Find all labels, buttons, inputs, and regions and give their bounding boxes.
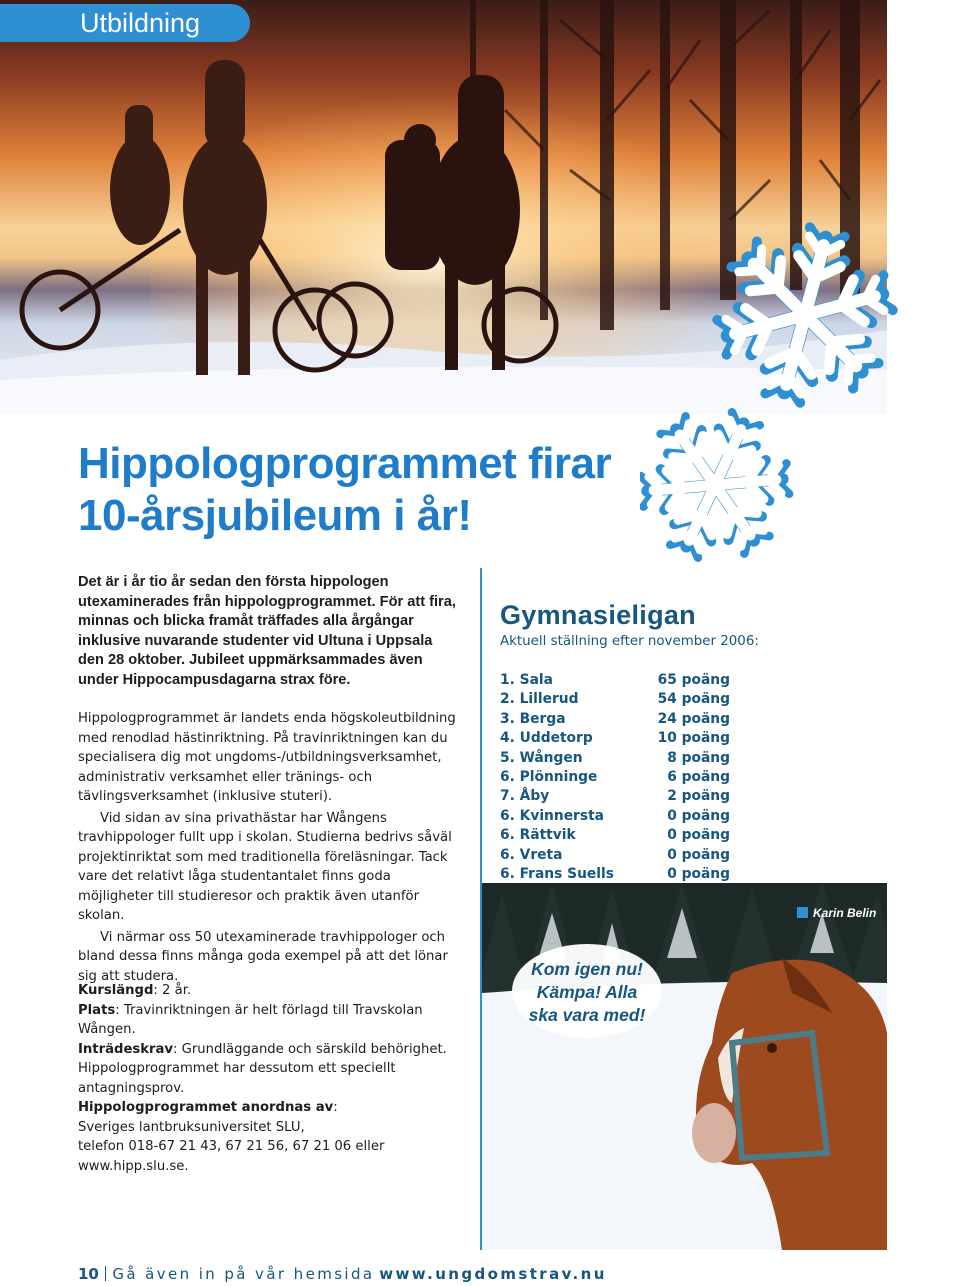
headline: Hippologprogrammet firar 10-årsjubileum i år! (78, 439, 612, 540)
standings-row (500, 787, 740, 806)
body-paragraph: Hippologprogrammet är landets enda högskoleutbildning med renodlad hästinriktning. På travinriktningen kan du specialisera dig mot ungdoms-/utbildningsverksamhet, administrativ verksamhet eller tränings- och tävlingsverksamhet (inklusive stuteri). (78, 711, 456, 804)
place-row (78, 1001, 478, 1040)
lead-paragraph: Det är i år tio år sedan den första hippologen utexaminerades från hippologprogrammet. För att fira, minnas och blicka framåt träffades alla årgångar inklusive nuvarande studenter vid Ultuna i Uppsala den 28 oktober. Jubileet uppmärksammades även under Hippocampusdagarna strax före. (78, 574, 456, 688)
course-length-value: : 2 år. (153, 983, 192, 998)
body-paragraph: Vid sidan av sina privathästar har Wångens travhippologer fullt upp i skolan. Studierna bedrivs såväl projektinriktat som med traditionella föreläsningar. Tack vare det relativt låga studentantalet finns goda möjligheter till studieresor och praktik även utanför skolan. (78, 810, 452, 923)
winter-scene-illustration (482, 883, 887, 1250)
league-title: Gymnasieligan (500, 600, 696, 630)
team-name: 6. Kvinnersta (500, 807, 604, 824)
organizer-value: : (333, 1100, 338, 1115)
team-name: 6. Rättvik (500, 827, 576, 844)
organizer-row (78, 1098, 478, 1118)
page-footer (78, 1262, 607, 1286)
team-points: 24 poäng (657, 710, 730, 727)
bubble-line: Kom igen nu! (531, 959, 643, 979)
team-points: 54 poäng (657, 691, 730, 708)
course-length-label: Kurslängd (78, 983, 154, 998)
photo-credit-name: Karin Belin (813, 906, 877, 920)
team-name: 1. Sala (500, 672, 553, 688)
team-name: 7. Åby (500, 788, 550, 805)
standings-row (500, 710, 740, 729)
course-length-row (78, 981, 478, 1001)
team-points: 10 poäng (657, 730, 730, 747)
standings-row (500, 729, 740, 748)
organizer-label: Hippologprogrammet anordnas av (78, 1100, 334, 1115)
standings-row (500, 826, 740, 845)
standings-row (500, 690, 740, 709)
body-paragraph: Vi närmar oss 50 utexaminerade travhippologer och bland dessa finns många goda exempel på att det lönar sig att studera. (78, 929, 448, 984)
footer-url-link[interactable]: www.ungdomstrav.nu (379, 1265, 607, 1283)
page-number: 10 (78, 1265, 99, 1283)
organizer-name: Sveriges lantbruksuniversitet SLU, (78, 1119, 305, 1135)
team-name: 4. Uddetorp (500, 730, 593, 747)
place-label: Plats (78, 1002, 116, 1018)
website-link[interactable]: www.hipp.slu.se. (78, 1158, 189, 1174)
place-value: : Travinriktningen är helt förlagd till Travskolan Wången. (78, 1002, 423, 1037)
team-points: 8 poäng (667, 749, 730, 766)
standings-row (500, 671, 740, 690)
team-points: 0 poäng (667, 827, 730, 844)
phone-numbers: telefon 018-67 21 43, 67 21 56, 67 21 06 eller (78, 1139, 385, 1154)
bubble-line: ska vara med! (528, 1005, 646, 1025)
bubble-line: Kämpa! Alla (536, 982, 638, 1002)
snowflake-small-icon (640, 388, 813, 575)
team-name: 6. Plönninge (500, 768, 598, 785)
footer-text: Gå även in på vår hemsida (112, 1265, 375, 1283)
league-subtitle: Aktuell ställning efter november 2006: (500, 634, 759, 649)
team-name: 2. Lillerud (500, 691, 579, 708)
section-tab: Utbildning (0, 4, 250, 42)
standings-row (500, 846, 740, 865)
team-name: 3. Berga (500, 710, 566, 727)
team-points: 0 poäng (667, 807, 730, 824)
team-points: 0 poäng (667, 865, 730, 882)
standings-row (500, 807, 740, 826)
article-body (78, 709, 468, 988)
team-points: 65 poäng (657, 672, 730, 688)
admission-extra: Hippologprogrammet har dessutom ett speciellt antagningsprov. (78, 1061, 396, 1096)
winter-horse-photo (482, 883, 887, 1250)
snowflake-decoration (640, 205, 940, 575)
admission-value: : Grundläggande och särskild behörighet. (173, 1041, 447, 1057)
standings-row (500, 865, 740, 884)
team-points: 0 poäng (667, 846, 730, 863)
team-name: 5. Wången (500, 749, 583, 766)
photo-credit (797, 906, 876, 920)
standings-list (500, 671, 740, 884)
credit-square-icon (797, 907, 808, 918)
team-points: 2 poäng (667, 788, 730, 805)
admission-label: Inträdeskrav (78, 1041, 174, 1057)
snowflake-large-icon (699, 210, 911, 421)
standings-row (500, 749, 740, 768)
fact-box (78, 981, 478, 1176)
admission-row (78, 1040, 478, 1060)
team-name: 6. Vreta (500, 846, 563, 863)
team-points: 6 poäng (667, 768, 730, 785)
standings-row (500, 768, 740, 787)
team-name: 6. Frans Suells (500, 865, 614, 882)
speech-bubble-text (512, 958, 662, 1027)
footer-separator (105, 1266, 107, 1281)
